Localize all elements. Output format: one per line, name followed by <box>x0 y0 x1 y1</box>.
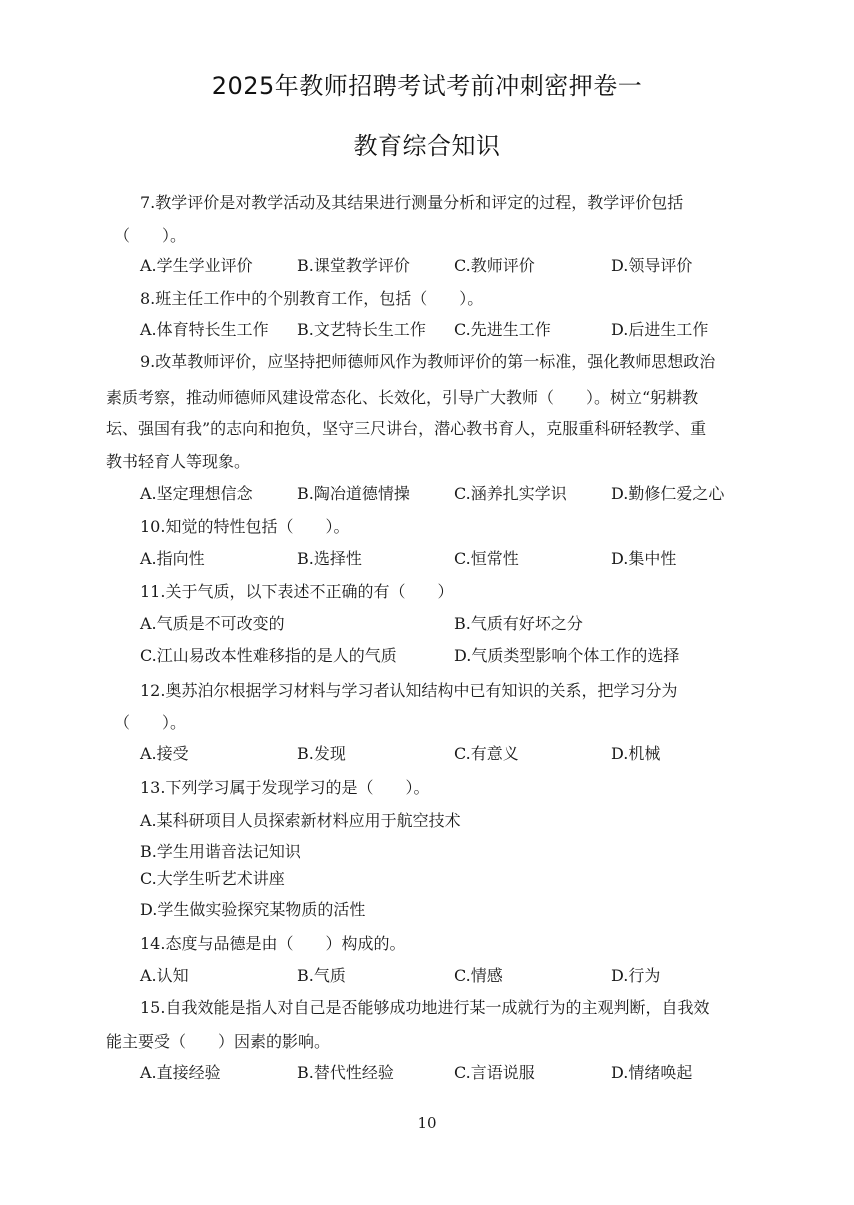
question-9-option-b: B.陶冶道德情操 <box>297 484 410 503</box>
question-10-option-d: D.集中性 <box>611 549 677 568</box>
question-15-option-b: B.替代性经验 <box>297 1063 394 1082</box>
question-8-option-b: B.文艺特长生工作 <box>297 320 426 339</box>
question-10-option-c: C.恒常性 <box>454 549 519 568</box>
question-11-option-c: C.江山易改本性难移指的是人的气质 <box>140 646 397 665</box>
question-11-option-a: A.气质是不可改变的 <box>140 614 285 633</box>
question-12-option-a: A.接受 <box>140 744 189 763</box>
question-11-line-1: 11.关于气质，以下表述不正确的有（ ） <box>140 582 454 601</box>
page-number: 10 <box>417 1114 437 1132</box>
question-13-option-b: B.学生用谐音法记知识 <box>140 842 301 861</box>
question-10-option-a: A.指向性 <box>140 549 205 568</box>
question-13-line-1: 13.下列学习属于发现学习的是（ ）。 <box>140 778 430 797</box>
question-15-line-2: 能主要受（ ）因素的影响。 <box>106 1032 331 1051</box>
question-12-line-1: 12.奥苏泊尔根据学习材料与学习者认知结构中已有知识的关系，把学习分为 <box>140 681 678 700</box>
question-14-line-1: 14.态度与品德是由（ ）构成的。 <box>140 934 406 953</box>
question-8-option-a: A.体育特长生工作 <box>140 320 269 339</box>
question-7-option-b: B.课堂教学评价 <box>297 256 410 275</box>
question-8-line-1: 8.班主任工作中的个别教育工作，包括（ ）。 <box>140 289 484 308</box>
question-14-option-d: D.行为 <box>611 966 661 985</box>
question-14-option-b: B.气质 <box>297 966 346 985</box>
question-13-option-c: C.大学生听艺术讲座 <box>140 869 285 888</box>
question-7-option-c: C.教师评价 <box>454 256 535 275</box>
question-14-option-a: A.认知 <box>140 966 189 985</box>
question-10-option-b: B.选择性 <box>297 549 362 568</box>
question-15-line-1: 15.自我效能是指人对自己是否能够成功地进行某一成就行为的主观判断，自我效 <box>140 998 710 1017</box>
question-11-option-d: D.气质类型影响个体工作的选择 <box>454 646 680 665</box>
question-9-line-4: 教书轻育人等现象。 <box>106 452 251 471</box>
question-12-option-c: C.有意义 <box>454 744 519 763</box>
question-7-option-d: D.领导评价 <box>611 256 693 275</box>
question-7-line-1: 7.教学评价是对教学活动及其结果进行测量分析和评定的过程，教学评价包括 <box>140 193 684 212</box>
question-7-line-2: （ ）。 <box>114 226 187 245</box>
question-9-option-d: D.勤修仁爱之心 <box>611 484 725 503</box>
question-8-option-d: D.后进生工作 <box>611 320 709 339</box>
question-12-line-2: （ ）。 <box>114 713 187 732</box>
page-subtitle: 教育综合知识 <box>353 132 501 160</box>
question-7-option-a: A.学生学业评价 <box>140 256 253 275</box>
question-9-line-1: 9.改革教师评价，应坚持把师德师风作为教师评价的第一标准，强化教师思想政治 <box>140 352 716 371</box>
question-9-line-2: 素质考察，推动师德师风建设常态化、长效化，引导广大教师（ ）。树立“躬耕教 <box>106 388 699 407</box>
question-12-option-b: B.发现 <box>297 744 346 763</box>
question-13-option-d: D.学生做实验探究某物质的活性 <box>140 900 366 919</box>
question-15-option-d: D.情绪唤起 <box>611 1063 693 1082</box>
question-9-line-3: 坛、强国有我”的志向和抱负，坚守三尺讲台，潜心教书育人，克服重科研轻教学、重 <box>106 419 707 438</box>
question-8-option-c: C.先进生工作 <box>454 320 551 339</box>
question-15-option-a: A.直接经验 <box>140 1063 221 1082</box>
question-13-option-a: A.某科研项目人员探索新材料应用于航空技术 <box>140 811 461 830</box>
page-title: 2025年教师招聘考试考前冲刺密押卷一 <box>211 72 643 100</box>
question-15-option-c: C.言语说服 <box>454 1063 535 1082</box>
question-9-option-a: A.坚定理想信念 <box>140 484 253 503</box>
question-11-option-b: B.气质有好坏之分 <box>454 614 583 633</box>
question-9-option-c: C.涵养扎实学识 <box>454 484 567 503</box>
question-10-line-1: 10.知觉的特性包括（ ）。 <box>140 517 350 536</box>
question-14-option-c: C.情感 <box>454 966 503 985</box>
question-12-option-d: D.机械 <box>611 744 661 763</box>
